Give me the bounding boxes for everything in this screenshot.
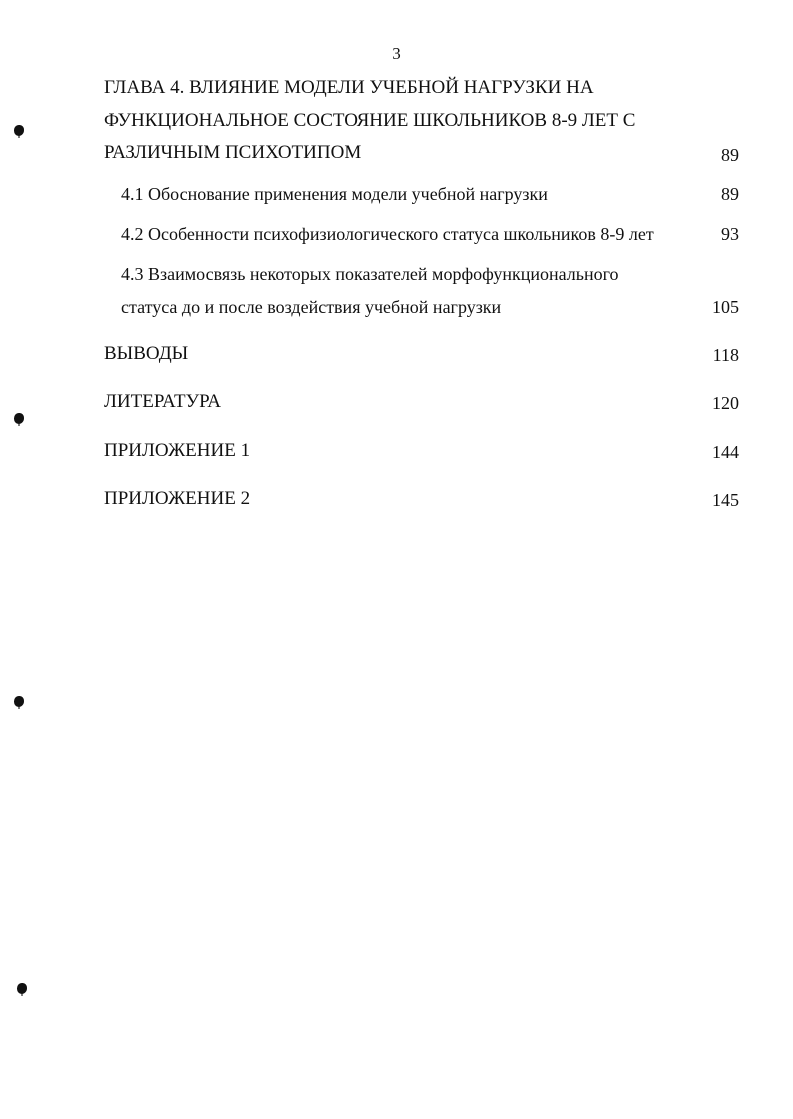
toc-section-4-2-title: 4.2 Особенности психофизиологического статуса школьников 8-9 лет [121,224,654,244]
toc-section-4-1-page: 89 [721,184,739,204]
toc-section-4-3-title-line2: статуса до и после воздействия учебной нагрузки [121,297,502,317]
page-number: 3 [392,44,401,63]
toc-section-4-1-title: 4.1 Обоснование применения модели учебной нагрузки [121,184,548,204]
toc-chapter4-title-line3: РАЗЛИЧНЫМ ПСИХОТИПОМ [104,142,362,163]
toc-appendix1-title: ПРИЛОЖЕНИЕ 1 [104,440,251,461]
toc-chapter4-title-line1: ГЛАВА 4. ВЛИЯНИЕ МОДЕЛИ УЧЕБНОЙ НАГРУЗКИ НА [104,77,594,98]
toc-appendix2-title: ПРИЛОЖЕНИЕ 2 [104,488,251,509]
toc-appendix1-page: 144 [712,442,739,462]
toc-appendix2-page: 145 [712,490,739,510]
toc-conclusions-page: 118 [712,345,739,365]
toc-section-4-2-page: 93 [721,224,739,244]
toc-chapter4-page: 89 [721,145,739,165]
toc-section-4-3-title-line1: 4.3 Взаимосвязь некоторых показателей морфофункционального [121,264,619,284]
toc-section-4-3-page: 105 [712,297,739,317]
toc-conclusions-title: ВЫВОДЫ [104,343,189,364]
toc-literature-title: ЛИТЕРАТУРА [104,391,221,412]
toc-literature-page: 120 [712,393,739,413]
toc-chapter4-title-line2: ФУНКЦИОНАЛЬНОЕ СОСТОЯНИЕ ШКОЛЬНИКОВ 8-9 ЛЕТ С [104,110,636,131]
